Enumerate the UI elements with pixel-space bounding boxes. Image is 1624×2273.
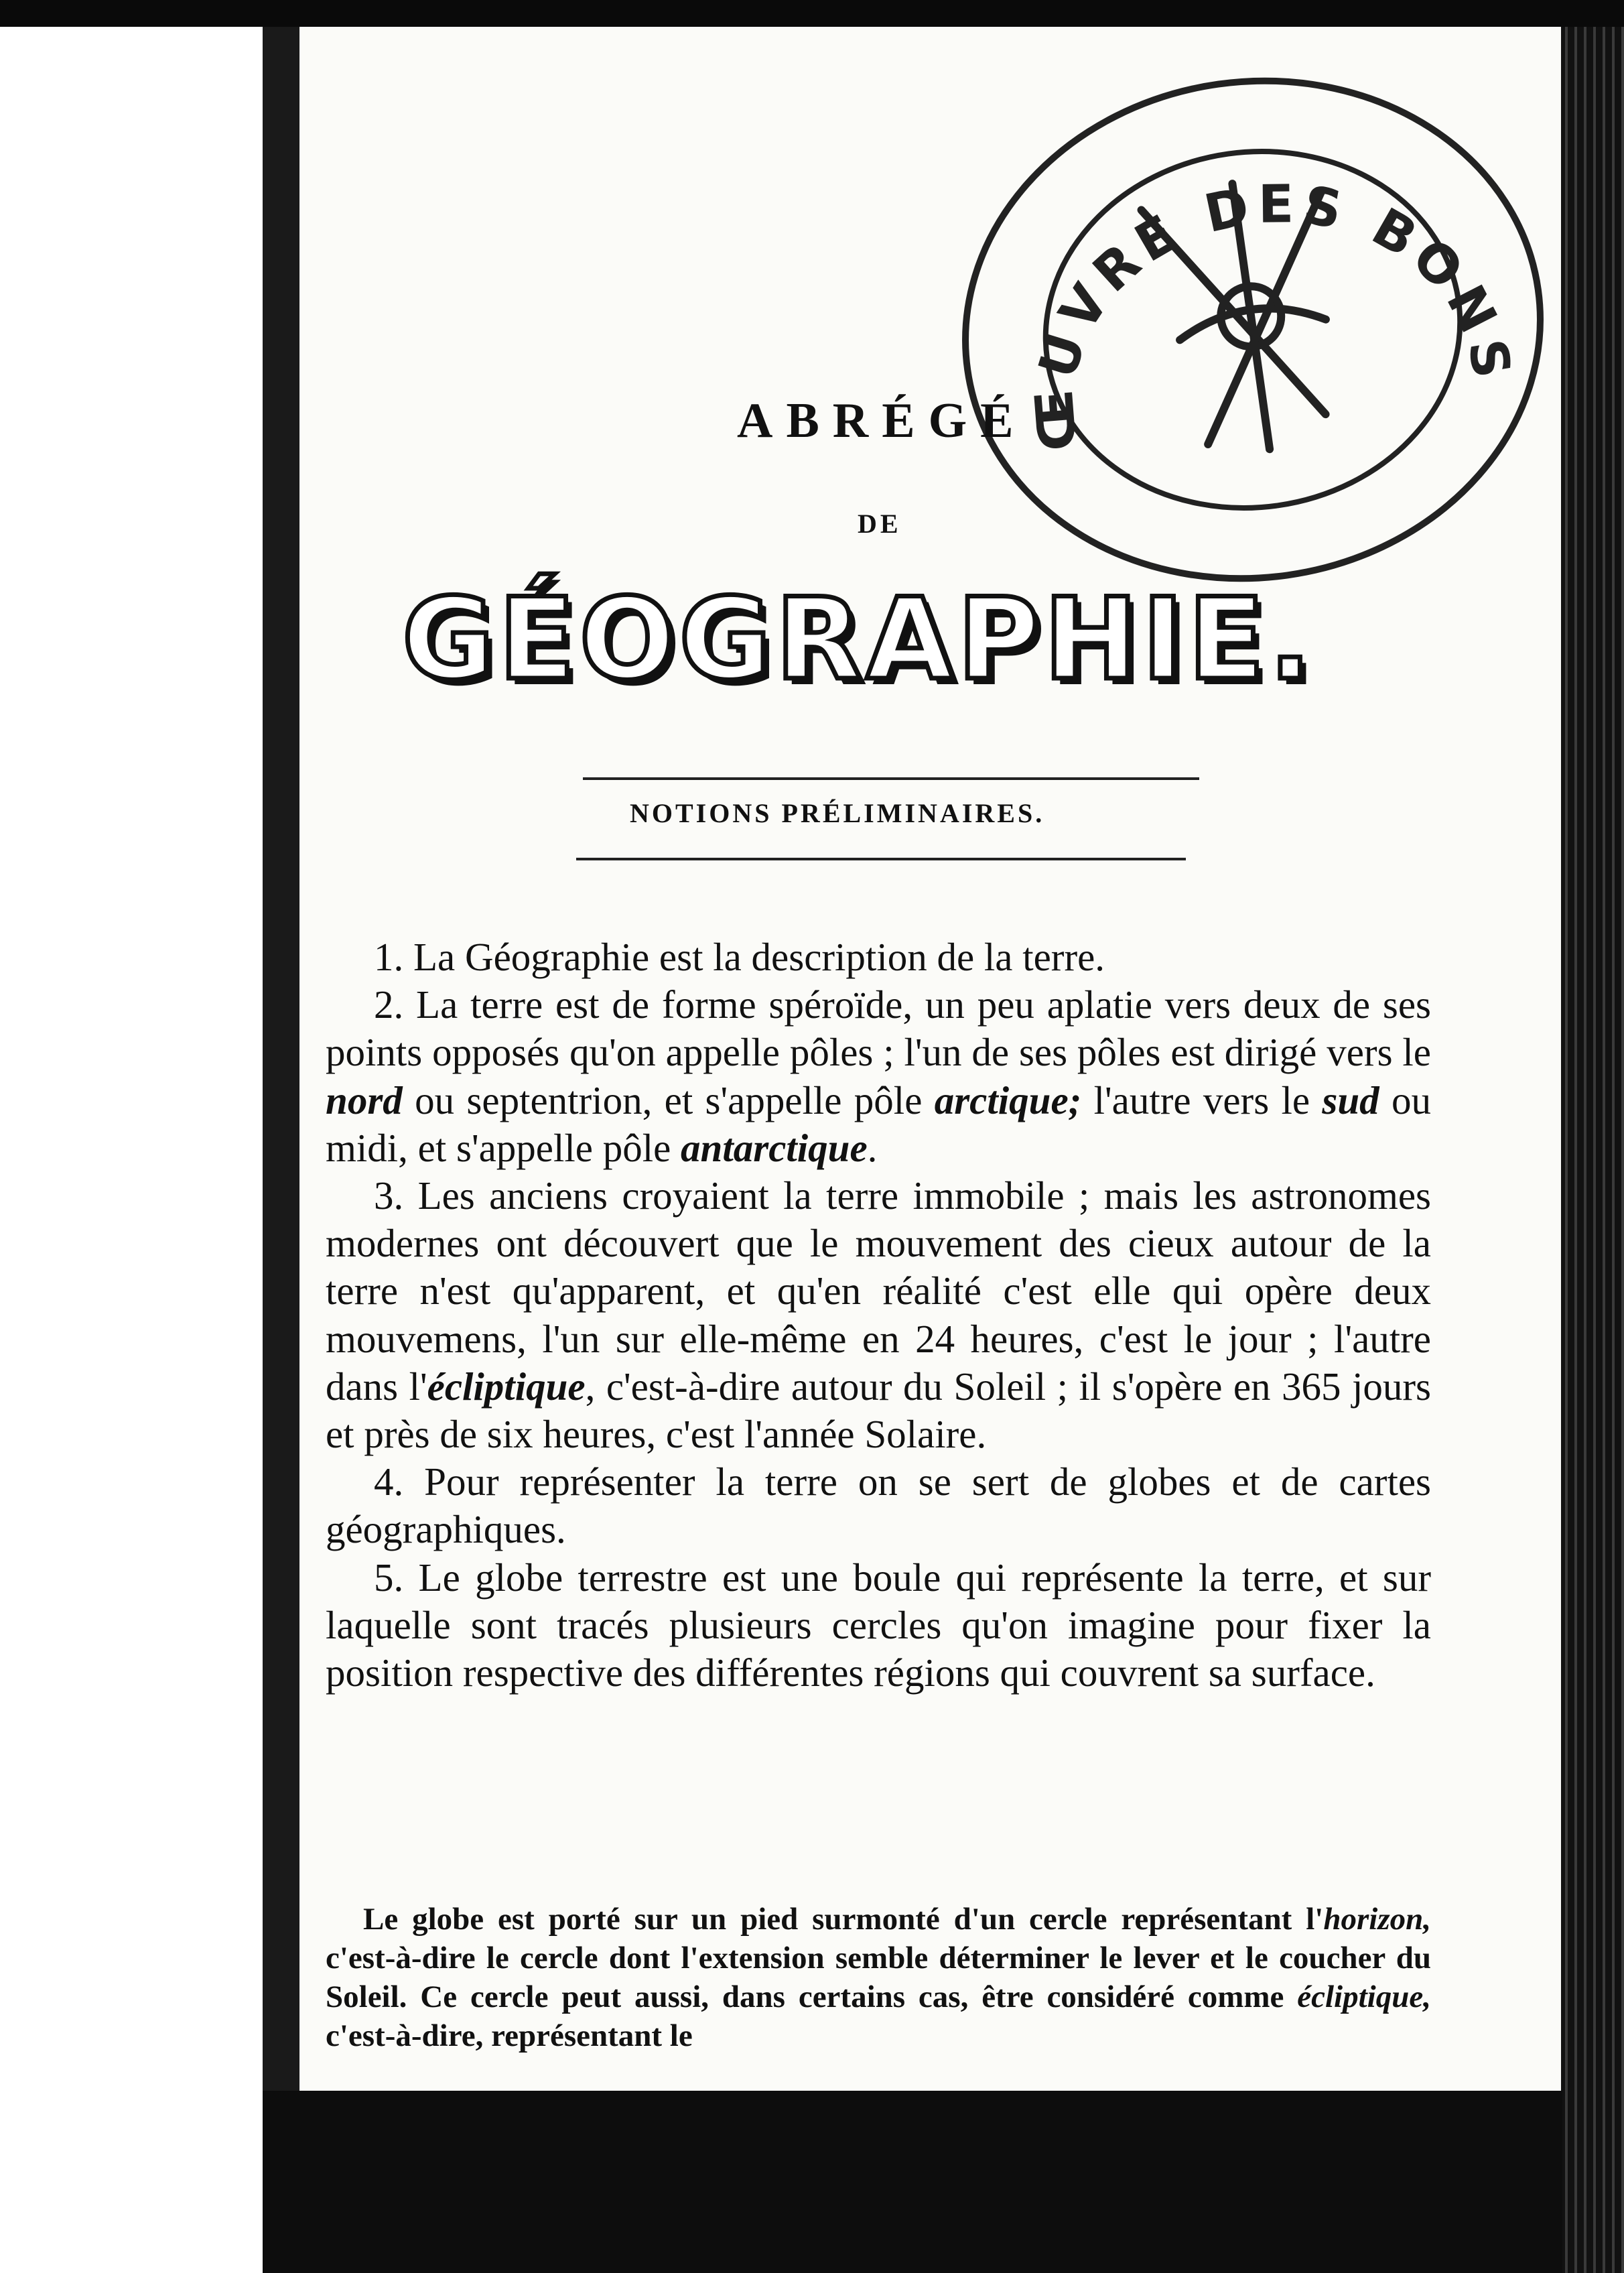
paragraph-1: 1. La Géographie est la description de la terre.	[374, 935, 1105, 979]
title-de: DE	[858, 509, 902, 539]
paragraph-4: 4. Pour représenter la terre on se sert de globes et de cartes géographiques.	[326, 1459, 1431, 1552]
page-title: GÉOGRAPHIE.	[402, 574, 1316, 705]
book-gutter	[263, 27, 299, 2273]
library-stamp	[938, 48, 1574, 618]
paragraph-5: 5. Le globe terrestre est une boule qui représente la terre, et sur laquelle sont tracés plusieurs cercles qu'on imagine pour fixer la position respective des différentes régions qui couvrent sa surface.	[326, 1555, 1431, 1695]
note-paragraph: Le globe est porté sur un pied surmonté d'un cercle représentant l'horizon, c'est-à-dire le cercle dont l'extension semble déterminer le lever et le coucher du Soleil. Ce cercle peut aussi, dans certains cas, être considéré comme écliptique, c'est-à-dire, représentant le	[326, 1902, 1431, 2053]
facing-blank-page	[0, 27, 263, 2273]
body-text	[326, 933, 1431, 1697]
heading-rule-top	[583, 777, 1199, 780]
title-abrege: ABRÉGÉ	[737, 393, 1027, 448]
note-text	[326, 1900, 1431, 2055]
section-heading: NOTIONS PRÉLIMINAIRES.	[630, 798, 1045, 828]
scan-bottom-border	[263, 2091, 1562, 2273]
paragraph-3: 3. Les anciens croyaient la terre immobile ; mais les astronomes modernes ont découvert que le mouvement des cieux autour de la terre n'est qu'apparent, et qu'en réalité c'est elle qui opère deux mouvemens, l'un sur elle-même en 24 heures, c'est le jour ; l'autre dans l'écliptique, c'est-à-dire autour du Soleil ; il s'opère en 365 jours et près de six heures, c'est l'année Solaire.	[326, 1173, 1431, 1457]
heading-rule-bottom	[576, 858, 1186, 860]
paragraph-2: 2. La terre est de forme spéroïde, un peu aplatie vers deux de ses points opposés qu'on appelle pôles ; l'un de ses pôles est dirigé vers le nord ou septentrion, et s'appelle pôle arctique; l'autre vers le sud ou midi, et s'appelle pôle antarctique.	[326, 982, 1431, 1170]
stamp-ring-text: ŒUVRE DES BONS	[1023, 174, 1523, 454]
scan-top-border	[0, 0, 1624, 27]
